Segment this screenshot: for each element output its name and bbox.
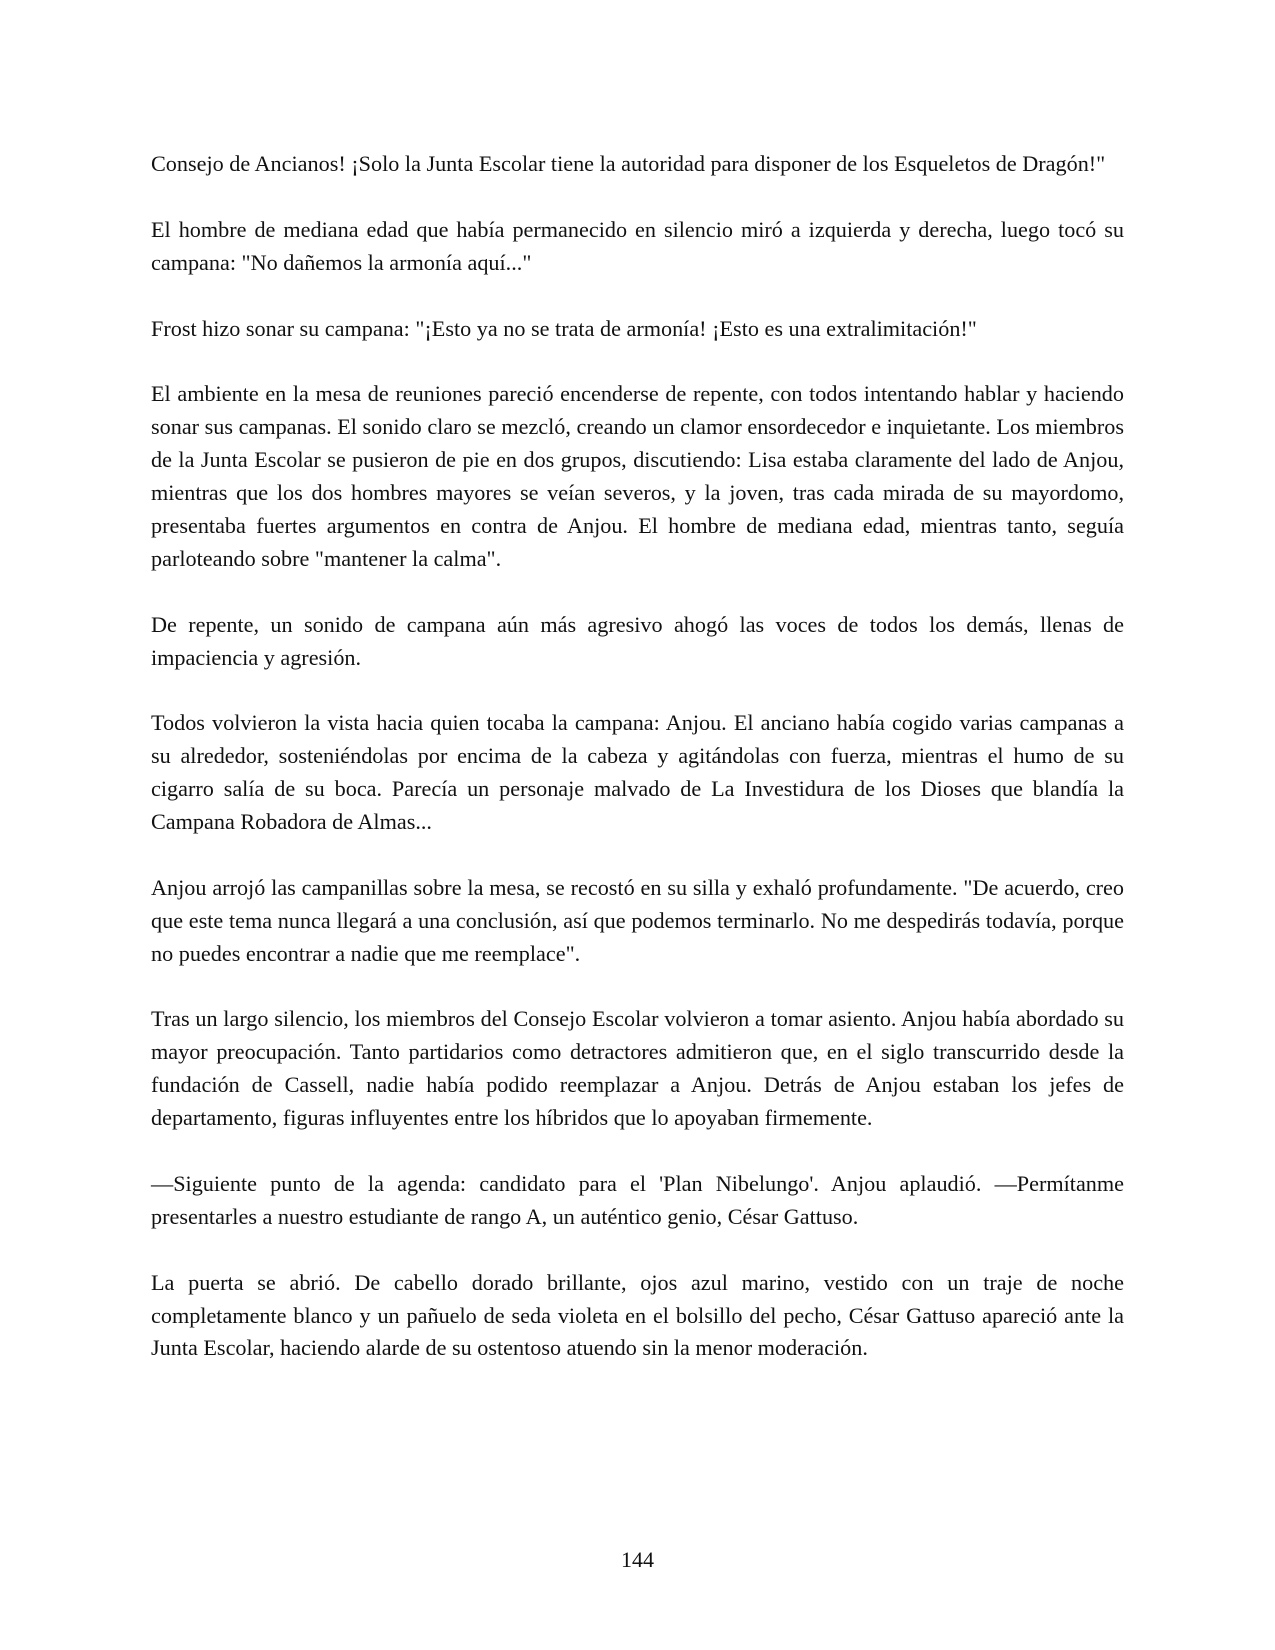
body-text [151,148,1124,1365]
paragraph-1: Consejo de Ancianos! ¡Solo la Junta Escolar tiene la autoridad para disponer de los Esqueletos de Dragón!" [151,151,1106,176]
paragraph-8: Tras un largo silencio, los miembros del Consejo Escolar volvieron a tomar asiento. Anjou había abordado su mayor preocupación. Tanto partidarios como detractores admitieron que, en el siglo transcurrido desde la fundación de Cassell, nadie había podido reemplazar a Anjou. Detrás de Anjou estaban los jefes de departamento, figuras influyentes entre los híbridos que lo apoyaban firmemente. [151,1006,1124,1131]
paragraph-2: El hombre de mediana edad que había permanecido en silencio miró a izquierda y derecha, luego tocó su campana: "No dañemos la armonía aquí..." [151,216,1124,275]
paragraph-6: Todos volvieron la vista hacia quien tocaba la campana: Anjou. El anciano había cogido varias campanas a su alrededor, sosteniéndolas por encima de la cabeza y agitándolas con fuerza, mientras el humo de su cigarro salía de su boca. Parecía un personaje malvado de La Investidura de los Dioses que blandía la Campana Robadora de Almas... [151,710,1124,835]
paragraph-3: Frost hizo sonar su campana: "¡Esto ya no se trata de armonía! ¡Esto es una extralimitación!" [151,315,977,341]
page-number: 144 [621,1547,654,1572]
paragraph-7: Anjou arrojó las campanillas sobre la mesa, se recostó en su silla y exhaló profundamente. "De acuerdo, creo que este tema nunca llegará a una conclusión, así que podemos terminarlo. No me despedirás todavía, porque no puedes encontrar a nadie que me reemplace". [151,874,1124,966]
paragraph-9: —Siguiente punto de la agenda: candidato para el 'Plan Nibelungo'. Anjou aplaudió. —Permítanme presentarles a nuestro estudiante de rango A, un auténtico genio, César Gattuso. [151,1170,1124,1229]
paragraph-5: De repente, un sonido de campana aún más agresivo ahogó las voces de todos los demás, llenas de impaciencia y agresión. [151,611,1124,670]
paragraph-10: La puerta se abrió. De cabello dorado brillante, ojos azul marino, vestido con un traje de noche completamente blanco y un pañuelo de seda violeta en el bolsillo del pecho, César Gattuso apareció ante la Junta Escolar, haciendo alarde de su ostentoso atuendo sin la menor moderación. [151,1269,1124,1361]
paragraph-4: El ambiente en la mesa de reuniones pareció encenderse de repente, con todos intentando hablar y haciendo sonar sus campanas. El sonido claro se mezcló, creando un clamor ensordecedor e inquietante. Los miembros de la Junta Escolar se pusieron de pie en dos grupos, discutiendo: Lisa estaba claramente del lado de Anjou, mientras que los dos hombres mayores se veían severos, y la joven, tras cada mirada de su mayordomo, presentaba fuertes argumentos en contra de Anjou. El hombre de mediana edad, mientras tanto, seguía parloteando sobre "mantener la calma". [151,381,1124,571]
